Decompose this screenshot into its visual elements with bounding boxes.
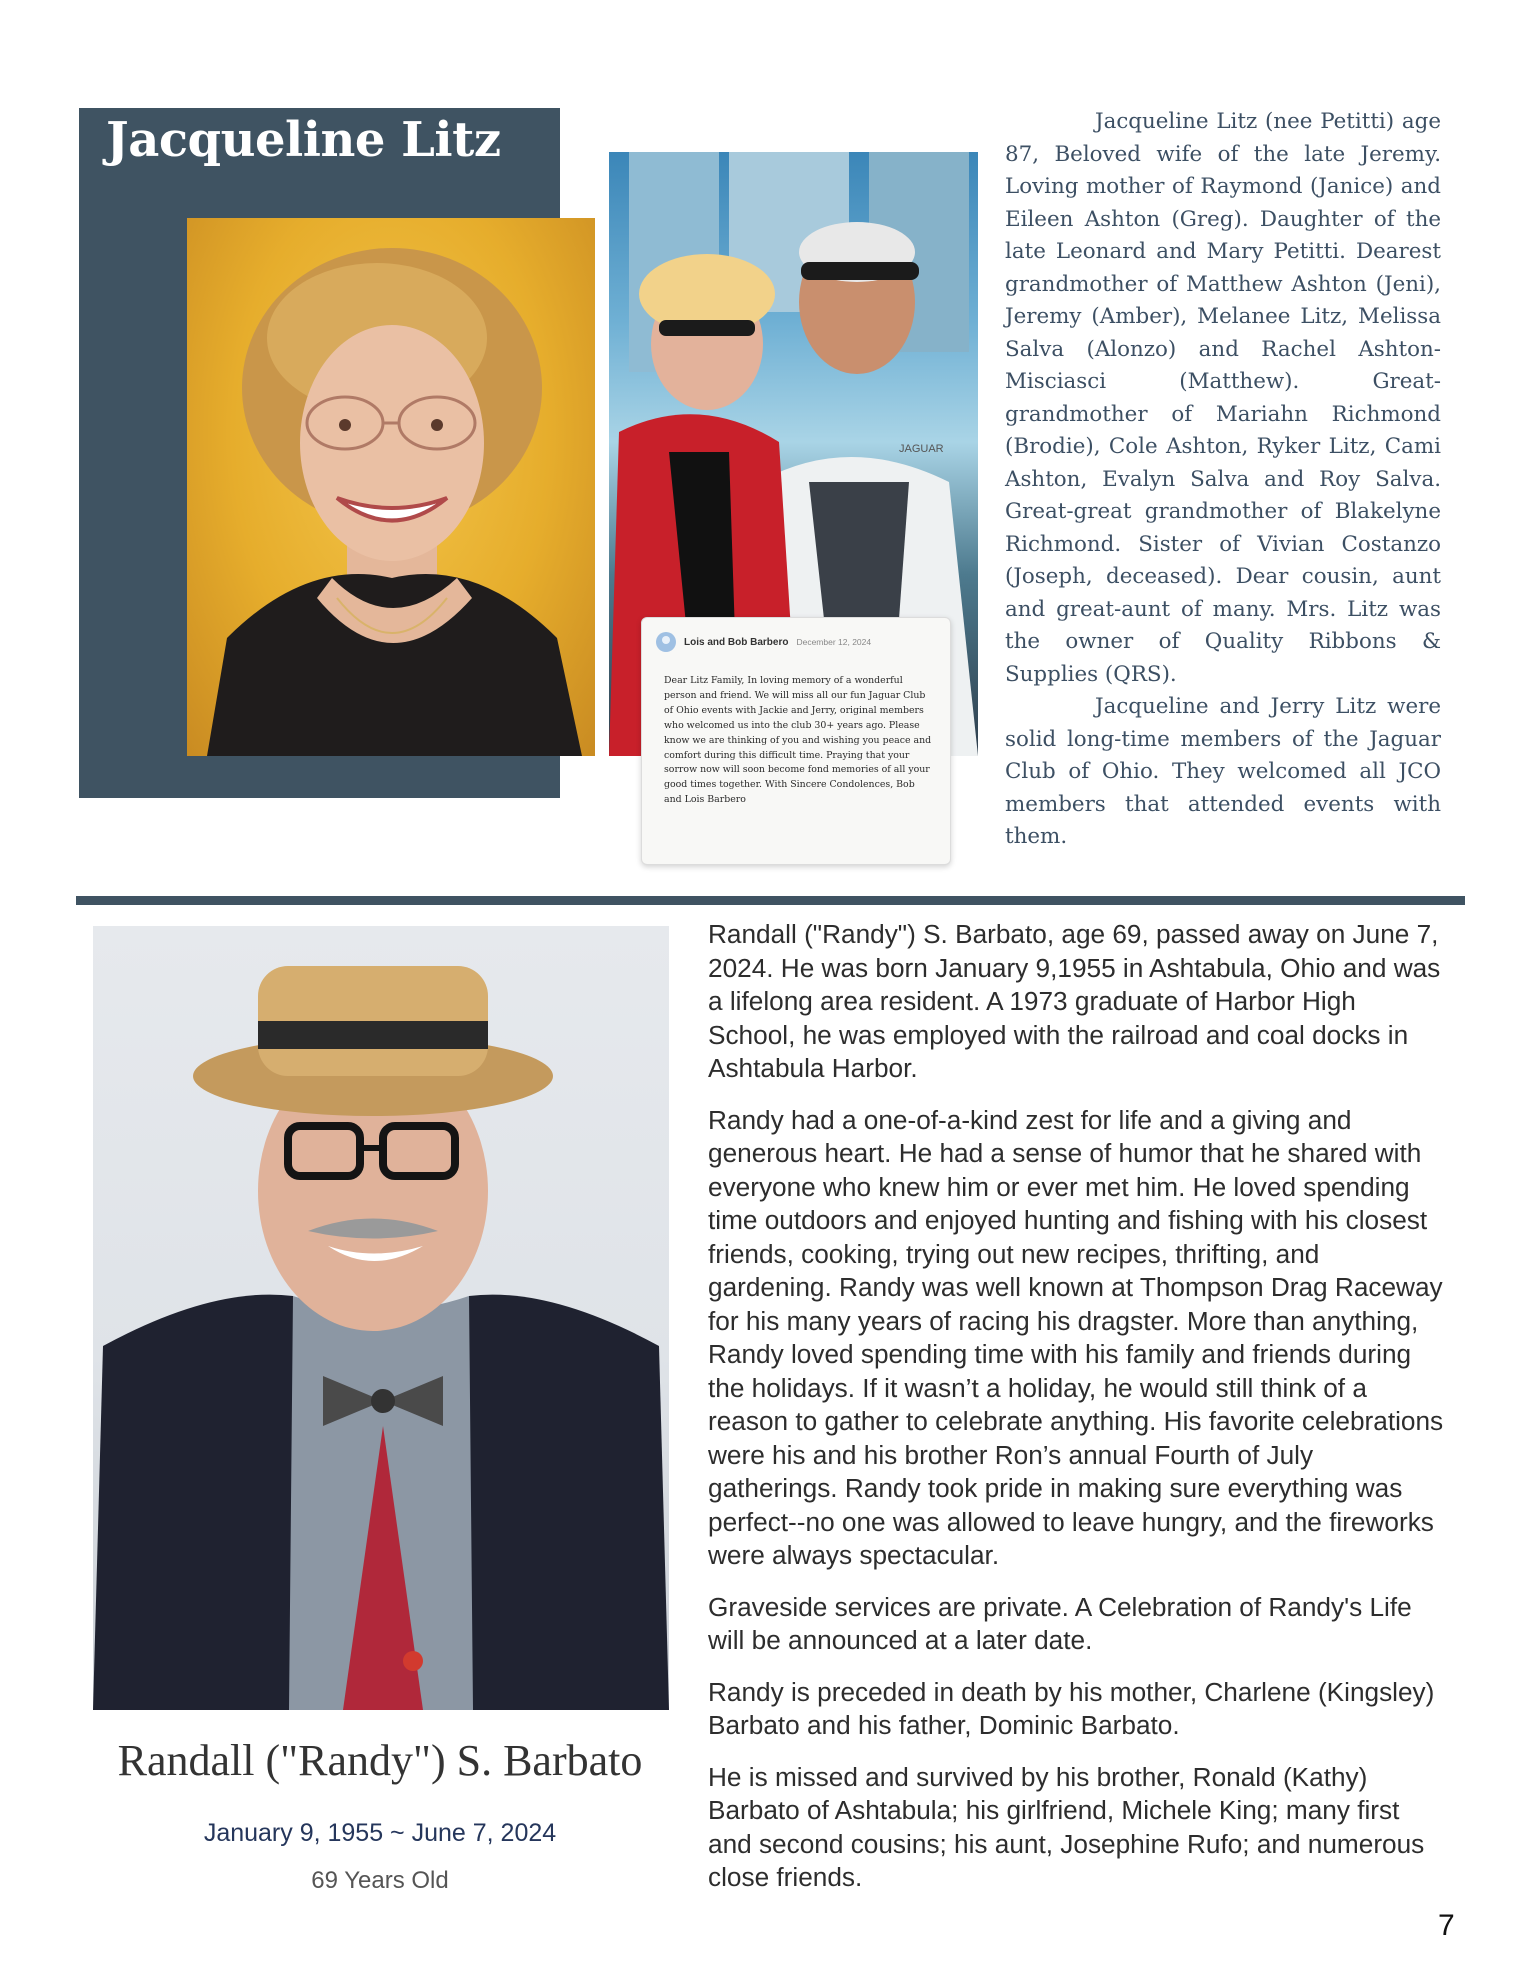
obituary-paragraph: Randall ("Randy") S. Barbato, age 69, passed away on June 7, 2024. He was born January 9,1955 in Ashtabula, Ohio and was a lifelong area resident. A 1973 graduate of Harbor High School, he was employed with the railroad and coal docks in Ashtabula Harbor. xyxy=(708,919,1441,1083)
jacqueline-portrait-photo xyxy=(187,218,595,756)
randy-obituary-text xyxy=(708,918,1448,1913)
randy-age: 69 Years Old xyxy=(311,1867,449,1894)
condolence-date: December 12, 2024 xyxy=(796,637,872,647)
condolence-card-header xyxy=(656,630,940,654)
obituary-paragraph: Randy is preceded in death by his mother, Charlene (Kingsley) Barbato and his father, Dominic Barbato. xyxy=(708,1676,1435,1740)
condolence-card xyxy=(641,617,951,865)
avatar-icon xyxy=(656,632,676,652)
condolence-message: Dear Litz Family, In loving memory of a wonderful person and friend. We will miss all our fun Jaguar Club of Ohio events with Jackie and Jerry, original members who welcomed us into the club 30+ years ago. Please know we are thinking of you and wishing you peace and comfort during this difficult time. Praying that your sorrow now will soon become fond memories of all your good times together. With Sincere Condolences, Bob and Lois Barbero xyxy=(664,675,932,806)
condolence-author: Lois and Bob Barbero xyxy=(684,636,789,648)
section-divider xyxy=(76,896,1465,905)
jacket-logo-text: JAGUAR xyxy=(899,443,944,455)
obituary-paragraph: Randy had a one-of-a-kind zest for life and a giving and generous heart. He had a sense of humor that he shared with everyone who knew him or ever met him. He loved spending time outdoors and enjoyed hunting and fishing with his closest friends, cooking, trying out new recipes, thrifting, and gardening. Randy was well known at Thompson Drag Raceway for his many years of racing his dragster. More than anything, Randy loved spending time with his family and friends during the holidays. If it wasn’t a holiday, he would still think of a reason to gather to celebrate anything. His favorite celebrations were his and his brother Ron’s annual Fourth of July gatherings. Randy took pride in making sure everything was perfect--no one was allowed to leave hungry, and the fireworks were always spectacular. xyxy=(708,1104,1444,1570)
obituary-paragraph: Jacqueline and Jerry Litz were solid long-time members of the Jaguar Club of Ohio. They welcomed all JCO members that attended events with them. xyxy=(1005,694,1441,849)
obituary-title-jacqueline: Jacqueline Litz xyxy=(106,112,501,168)
page-number: 7 xyxy=(1438,1909,1455,1942)
randy-life-dates: January 9, 1955 ~ June 7, 2024 xyxy=(203,1819,557,1847)
obituary-paragraph: He is missed and survived by his brother, Ronald (Kathy) Barbato of Ashtabula; his girlfriend, Michele King; many first and second cousins; his aunt, Josephine Rufo; and numerous close friends. xyxy=(708,1761,1425,1892)
jacqueline-obituary-text xyxy=(1005,106,1441,854)
randy-portrait-photo xyxy=(93,926,669,1710)
randy-name-caption: Randall ("Randy") S. Barbato xyxy=(117,1736,643,1785)
obituary-paragraph: Jacqueline Litz (nee Petitti) age 87, Beloved wife of the late Jeremy. Loving mother of Raymond (Janice) and Eileen Ashton (Greg). Daughter of the late Leonard and Mary Petitti. Dearest grandmother of Matthew Ashton (Jeni), Jeremy (Amber), Melanee Litz, Melissa Salva (Alonzo) and Rachel Ashton-Misciasci (Matthew). Great-grandmother of Mariahn Richmond (Brodie), Cole Ashton, Ryker Litz, Cami Ashton, Evalyn Salva and Roy Salva. Great-great grandmother of Blakelyne Richmond. Sister of Vivian Costanzo (Joseph, deceased). Dear cousin, aunt and great-aunt of many. Mrs. Litz was the owner of Quality Ribbons & Supplies (QRS). xyxy=(1005,109,1441,687)
obituary-paragraph: Graveside services are private. A Celebration of Randy's Life will be announced at a later date. xyxy=(708,1591,1412,1655)
